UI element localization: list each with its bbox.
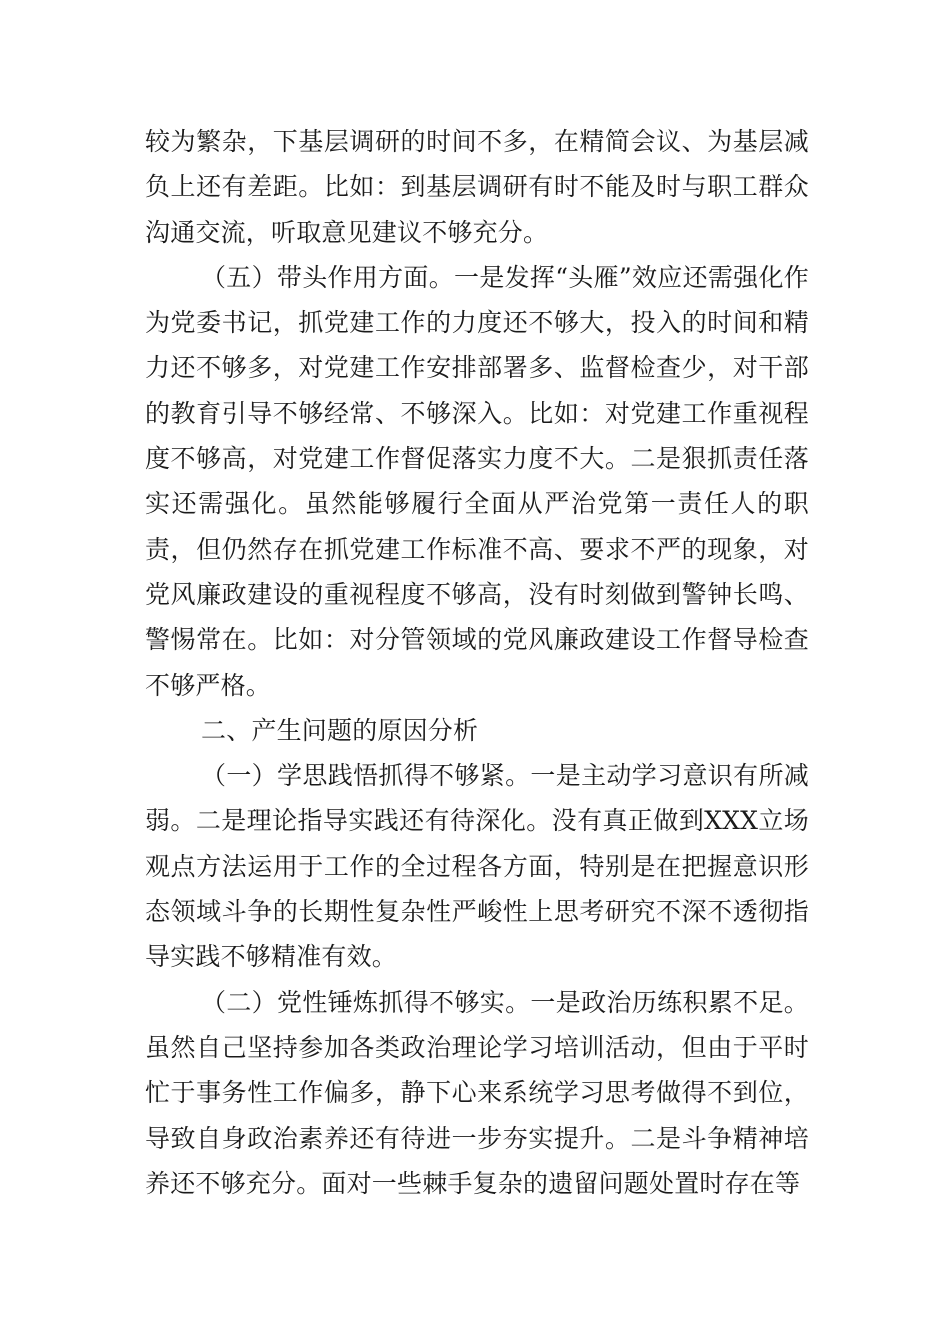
cause-two-lead: （二）党性锤炼抓得不够实。 — [201, 987, 531, 1017]
section-five-lead: （五）带头作用方面。 — [201, 262, 455, 292]
section-heading: 二、产生问题的原因分析 — [201, 715, 479, 745]
cause-two-paragraph — [145, 980, 809, 1206]
cause-one-paragraph — [145, 753, 809, 979]
paragraph-text: 一是发挥“头雁”效应还需强化作为党委书记，抓党建工作的力度还不够大，投入的时间和精力还不够多，对党建工作安排部署多、监督检查少，对干部的教育引导不够经常、不够深入。比如：对党建工作重视程度不够高，对党建工作督促落实力度不大。二是狠抓责任落实还需强化。虽然能够履行全面从严治党第一责任人的职责，但仍然存在抓党建工作标准不高、要求不严的现象，对党风廉政建设的重视程度不够高，没有时刻做到警钟长鸣、警惕常在。比如：对分管领域的党风廉政建设工作督导检查不够严格。 — [145, 262, 809, 700]
section-five-paragraph — [145, 255, 809, 708]
document-page — [145, 119, 809, 1206]
paragraph-text: 较为繁杂，下基层调研的时间不多，在精简会议、为基层减负上还有差距。比如：到基层调研有时不能及时与职工群众沟通交流，听取意见建议不够充分。 — [145, 127, 809, 247]
paragraph-text: 一是政治历练积累不足。虽然自己坚持参加各类政治理论学习培训活动，但由于平时忙于事务性工作偏多，静下心来系统学习思考做得不到位，导致自身政治素养还有待进一步夯实提升。二是斗争精神培养还不够充分。面对一些棘手复杂的遗留问题处置时存在等 — [145, 987, 809, 1198]
cause-one-lead: （一）学思践悟抓得不够紧。 — [201, 761, 531, 791]
paragraph-text: 一是主动学习意识有所减弱。二是理论指导实践还有待深化。没有真正做到XXX立场观点方法运用于工作的全过程各方面，特别是在把握意识形态领域斗争的长期性复杂性严峻性上思考研究不深不透彻指导实践不够精准有效。 — [145, 761, 809, 972]
continuation-paragraph — [145, 119, 809, 255]
